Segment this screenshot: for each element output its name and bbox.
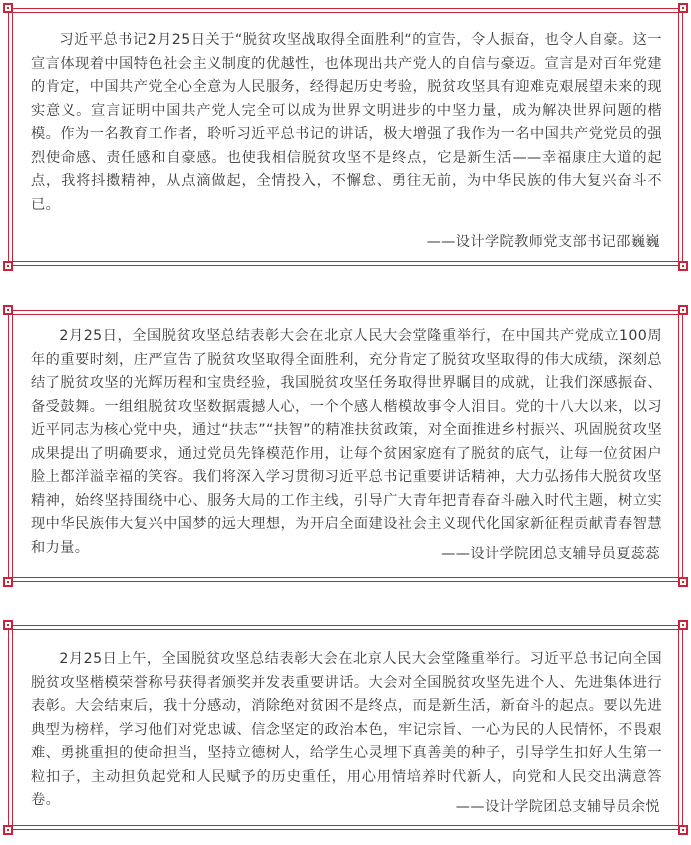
corner-ornament-icon [678,620,688,630]
corner-ornament-icon [678,577,688,587]
comment-body: 习近平总书记2月25日关于“脱贫攻坚战取得全面胜利“的宣告，令人振奋，也令人自豪。这一宣言体现着中国特色社会主义制度的优越性，也体现出共产党人的自信与豪迈。宣言是对百年党建的肯定，中国共产党全心全意为人民服务，经得起历史考验，脱贫攻坚具有迎难克艰展望未来的现实意义。宣言证明中国共产党人完全可以成为世界文明进步的中坚力量，成为解决世界问题的楷模。作为一名教育工作者，聆听习近平总书记的讲话，极大增强了我作为一名中国共产党党员的强烈使命感、责任感和自豪感。也使我相信脱贫攻坚不是终点，它是新生活——幸福康庄大道的起点，我将抖擞精神，从点滴做起，全情投入，不懈怠、勇往无前，为中华民族的伟大复兴奋斗不已。 [31,32,662,213]
comment-card-1 [8,8,683,266]
comment-card-3 [8,625,683,830]
comment-signature: ——设计学院团总支辅导员余悦 [455,799,660,815]
corner-ornament-icon [678,261,688,271]
comment-signature: ——设计学院教师党支部书记邵巍巍 [426,234,660,250]
comment-body: 2月25日，全国脱贫攻坚总结表彰大会在北京人民大会堂隆重举行，在中国共产党成立100周年的重要时刻，庄严宣告了脱贫攻坚取得全面胜利，充分肯定了脱贫攻坚取得的伟大成绩，深刻总结了脱贫攻坚的光辉历程和宝贵经验，我国脱贫攻坚任务取得世界瞩目的成就，让我们深感振奋、备受鼓舞。一组组脱贫攻坚数据震撼人心，一个个感人楷模故事令人泪目。党的十八大以来，以习近平同志为核心党中央，通过“扶志”“扶智”的精准扶贫政策，对全面推进乡村振兴、巩固脱贫攻坚成果提出了明确要求，通过党员先锋模范作用，让每个贫困家庭有了脱贫的底气，让每一位贫困户脸上都洋溢幸福的笑容。我们将深入学习贯彻习近平总书记重要讲话精神，大力弘扬伟大脱贫攻坚精神，始终坚持围绕中心、服务大局的工作主线，引导广大青年把青春奋斗融入时代主题，树立实现中华民族伟大复兴中国梦的远大理想，为开启全面建设社会主义现代化国家新征程贡献青春智慧和力量。 [31,328,662,556]
corner-ornament-icon [3,3,13,13]
corner-ornament-icon [3,261,13,271]
corner-ornament-icon [3,305,13,315]
comment-body: 2月25日上午，全国脱贫攻坚总结表彰大会在北京人民大会堂隆重举行。习近平总书记向全国脱贫攻坚楷模荣誉称号获得者颁奖并发表重要讲话。大会对全国脱贫攻坚先进个人、先进集体进行表彰。大会结束后，我十分感动，消除绝对贫困不是终点，而是新生活，新奋斗的起点。要以先进典型为榜样，学习他们对党忠诚、信念坚定的政治本色，牢记宗旨、一心为民的人民情怀，不畏艰难、勇挑重担的使命担当，坚持立德树人，给学生心灵埋下真善美的种子，引导学生扣好人生第一粒扣子，主动担负起党和人民赋予的历史重任，用心用情培养时代新人，向党和人民交出满意答卷。 [31,651,662,808]
corner-ornament-icon [678,825,688,835]
corner-ornament-icon [678,3,688,13]
corner-ornament-icon [3,825,13,835]
corner-ornament-icon [3,620,13,630]
corner-ornament-icon [3,577,13,587]
comment-card-2 [8,310,683,582]
corner-ornament-icon [678,305,688,315]
comment-signature: ——设计学院团总支辅导员夏蕊蕊 [441,546,660,562]
